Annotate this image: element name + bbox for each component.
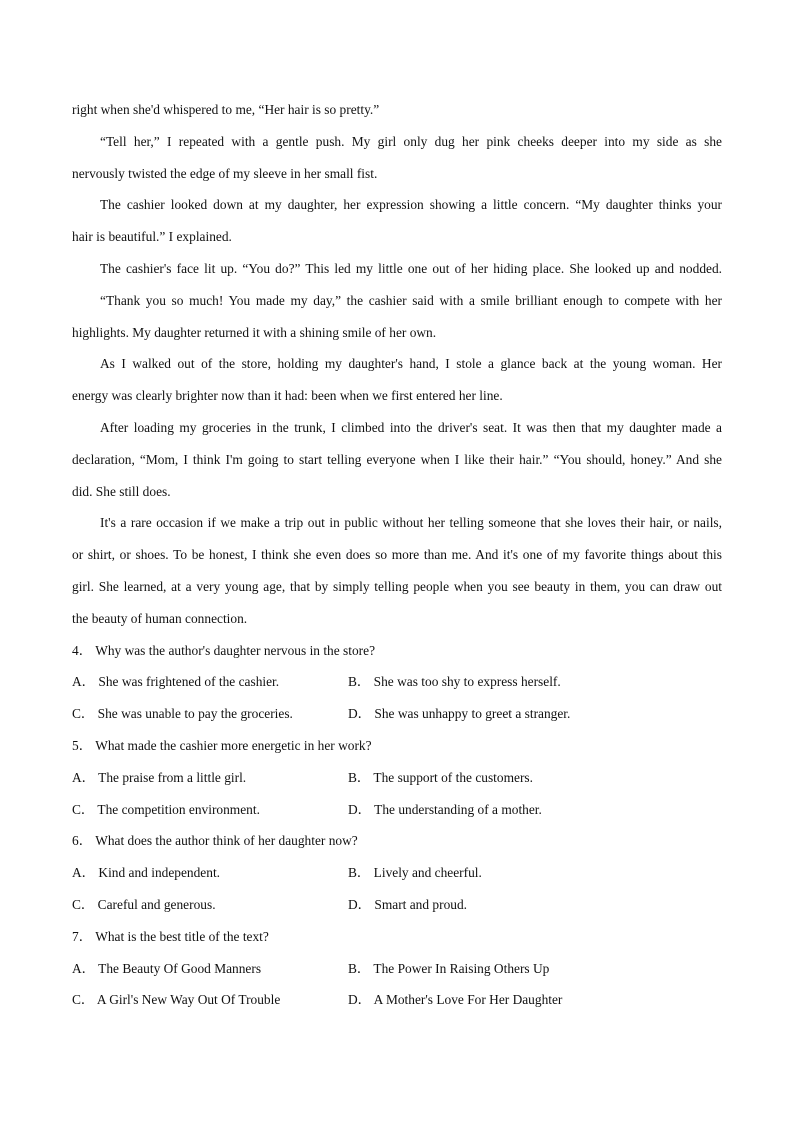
- document-page: [72, 94, 722, 1016]
- option-row: [72, 889, 722, 921]
- passage-line: “Thank you so much! You made my day,” the cashier said with a smile brilliant enough to compete with her: [100, 292, 722, 308]
- passage-line: or shirt, or shoes. To be honest, I think she even does so more than me. And it's one of my favorite things about this: [72, 547, 722, 563]
- option-b: B． She was too shy to express herself.: [348, 674, 561, 690]
- passage-line: After loading my groceries in the trunk, I climbed into the driver's seat. It was then that my daughter made a: [100, 419, 722, 435]
- question-7: [72, 921, 722, 1016]
- question-5: [72, 730, 722, 825]
- option-a: A． The praise from a little girl.: [72, 769, 247, 785]
- passage-line: As I walked out of the store, holding my daughter's hand, I stole a glance back at the young woman. Her: [100, 356, 722, 372]
- option-d: D． Smart and proud.: [348, 896, 468, 912]
- option-c: C． Careful and generous.: [72, 896, 216, 912]
- option-a: A． The Beauty Of Good Manners: [72, 960, 262, 976]
- passage-line: nervously twisted the edge of my sleeve in her small fist.: [72, 165, 378, 181]
- option-row: [72, 984, 722, 1016]
- option-row: [72, 857, 722, 889]
- option-row: [72, 794, 722, 826]
- passage-line: “Tell her,” I repeated with a gentle push. My girl only dug her pink cheeks deeper into my side as she: [100, 133, 722, 149]
- option-row: [72, 953, 722, 985]
- option-a: A． Kind and independent.: [72, 865, 221, 881]
- option-d: D． A Mother's Love For Her Daughter: [348, 992, 563, 1008]
- question-stem: 6． What does the author think of her daughter now?: [72, 833, 358, 849]
- passage-line: hair is beautiful.” I explained.: [72, 229, 232, 245]
- question-stem: 4． Why was the author's daughter nervous in the store?: [72, 642, 376, 658]
- passage-line: The cashier's face lit up. “You do?” This led my little one out of her hiding place. She looked up and nodded.: [100, 260, 722, 276]
- option-a: A． She was frightened of the cashier.: [72, 674, 280, 690]
- passage-line: declaration, “Mom, I think I'm going to start telling everyone when I like their hair.” “You should, honey.” And she: [72, 451, 722, 467]
- option-c: C． The competition environment.: [72, 801, 260, 817]
- passage-line: It's a rare occasion if we make a trip out in public without her telling someone that she loves their hair, or nails,: [100, 515, 722, 531]
- passage: [72, 94, 722, 635]
- question-stem: 7． What is the best title of the text?: [72, 928, 269, 944]
- option-row: [72, 698, 722, 730]
- option-c: C． She was unable to pay the groceries.: [72, 706, 293, 722]
- passage-line: The cashier looked down at my daughter, her expression showing a little concern. “My daughter thinks your: [100, 197, 722, 213]
- option-row: [72, 666, 722, 698]
- passage-line: girl. She learned, at a very young age, that by simply telling people when you see beauty in them, you can draw out: [72, 578, 722, 594]
- passage-line: highlights. My daughter returned it with a shining smile of her own.: [72, 324, 437, 340]
- option-c: C． A Girl's New Way Out Of Trouble: [72, 992, 281, 1008]
- passage-line: the beauty of human connection.: [72, 610, 248, 626]
- passage-line: energy was clearly brighter now than it had: been when we first entered her line.: [72, 388, 503, 404]
- option-b: B． The Power In Raising Others Up: [348, 960, 550, 976]
- passage-line: right when she'd whispered to me, “Her hair is so pretty.”: [72, 102, 380, 117]
- option-b: B． The support of the customers.: [348, 769, 533, 785]
- option-d: D． The understanding of a mother.: [348, 801, 542, 817]
- question-4: [72, 635, 722, 730]
- option-b: B． Lively and cheerful.: [348, 865, 482, 881]
- question-stem: 5． What made the cashier more energetic in her work?: [72, 737, 372, 753]
- option-row: [72, 762, 722, 794]
- option-d: D． She was unhappy to greet a stranger.: [348, 706, 571, 722]
- question-6: [72, 825, 722, 920]
- passage-line: did. She still does.: [72, 483, 171, 499]
